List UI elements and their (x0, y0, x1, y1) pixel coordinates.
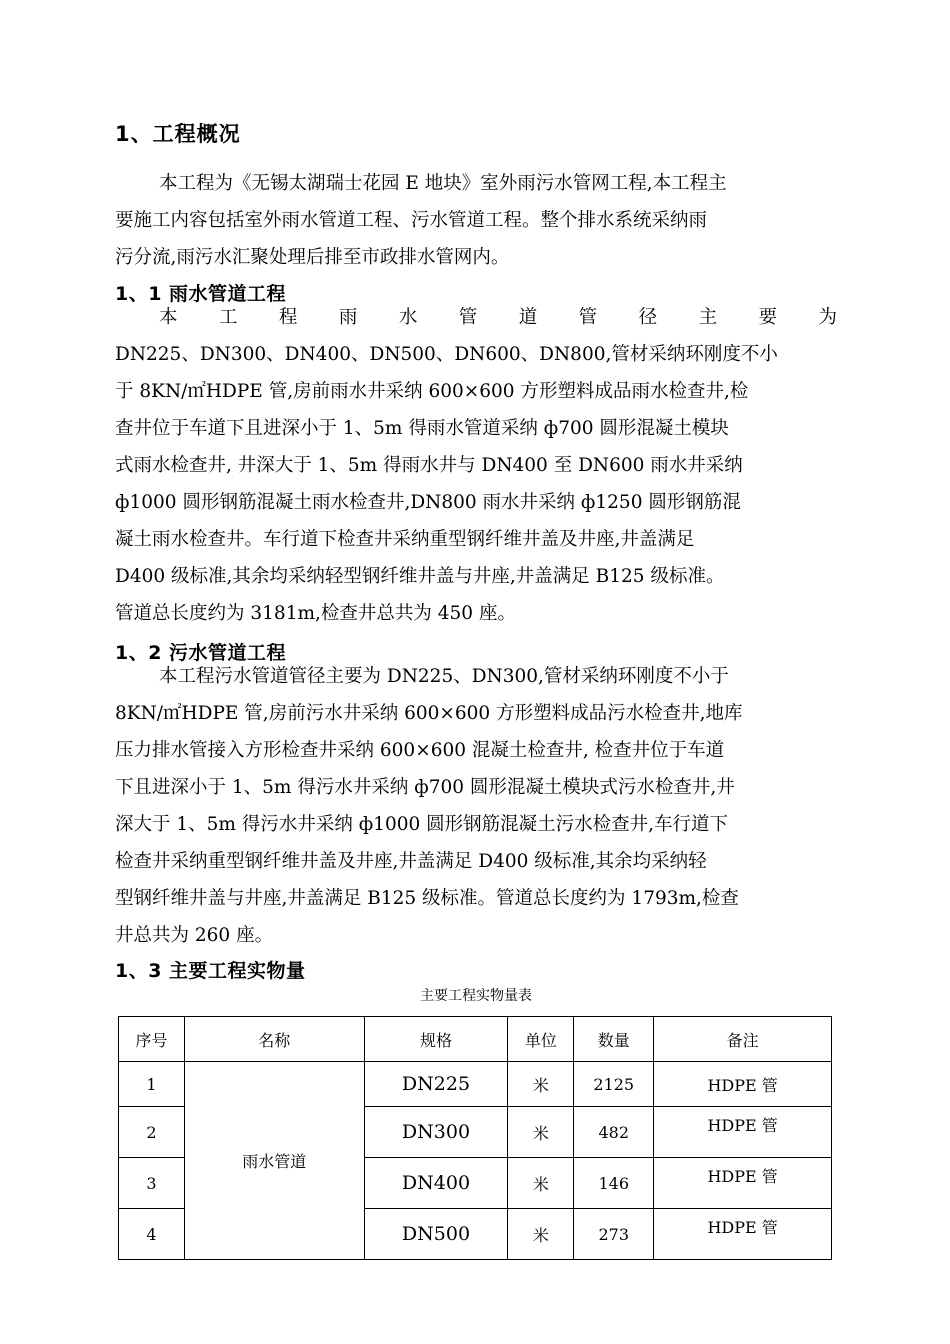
quantity-table (118, 1016, 832, 1260)
cell-no: 4 (119, 1209, 185, 1260)
text-line: 凝土雨水检查井。车行道下检查井采纳重型钢纤维井盖及井座,井盖满足 (115, 529, 695, 550)
text-line: D400 级标准,其余均采纳轻型钢纤维井盖与井座,井盖满足 B125 级标准。 (115, 566, 725, 587)
cell-note: HDPE 管 (654, 1158, 832, 1209)
text-line: 8KN/㎡HDPE 管,房前污水井采纳 600×600 方形塑料成品污水检查井,地库 (115, 703, 743, 724)
text-line: 污分流,雨污水汇聚处理后排至市政排水管网内。 (115, 247, 510, 268)
cell-note: HDPE 管 (654, 1062, 832, 1107)
text-line: 本工程为《无锡太湖瑞士花园 E 地块》室外雨污水管网工程,本工程主 (159, 173, 727, 194)
text-line: 本工程污水管道管径主要为 DN225、DN300,管材采纳环刚度不小于 (159, 666, 729, 687)
cell-spec: DN300 (364, 1107, 508, 1158)
cell-spec: DN225 (364, 1062, 508, 1107)
cell-unit: 米 (508, 1062, 574, 1107)
text-line: 井总共为 260 座。 (115, 925, 274, 946)
table-header-row (119, 1017, 832, 1062)
cell-spec: DN400 (364, 1158, 508, 1209)
text-line: DN225、DN300、DN400、DN500、DN600、DN800,管材采纳环刚度不小 (115, 344, 778, 365)
header-cell-spec: 规格 (364, 1017, 508, 1062)
text-line: 下且进深小于 1、5m 得污水井采纳 ф700 圆形混凝土模块式污水检查井,井 (115, 777, 735, 798)
text-line: 检查井采纳重型钢纤维井盖及井座,井盖满足 D400 级标准,其余均采纳轻 (115, 851, 707, 872)
cell-unit: 米 (508, 1209, 574, 1260)
cell-note: HDPE 管 (654, 1107, 832, 1158)
cell-qty: 146 (574, 1158, 654, 1209)
header-cell-qty: 数量 (574, 1017, 654, 1062)
text-line: 于 8KN/㎡HDPE 管,房前雨水井采纳 600×600 方形塑料成品雨水检查井,检 (115, 381, 749, 402)
section-heading-overview: 1、工程概况 (115, 122, 241, 146)
section-heading-rain: 1、1 雨水管道工程 (115, 283, 287, 305)
cell-group-name: 雨水管道 (184, 1062, 364, 1260)
table-caption: 主要工程实物量表 (420, 988, 532, 1004)
text-line: 压力排水管接入方形检查井采纳 600×600 混凝土检查井, 检查井位于车道 (115, 740, 725, 761)
header-cell-unit: 单位 (508, 1017, 574, 1062)
text-line: 本 工 程 雨 水 管 道 管 径 主 要 为 (159, 307, 837, 328)
cell-qty: 482 (574, 1107, 654, 1158)
intro-paragraph (115, 165, 837, 276)
text-line: 要施工内容包括室外雨水管道工程、污水管道工程。整个排水系统采纳雨 (115, 210, 708, 231)
rain-paragraph (115, 299, 837, 632)
cell-no: 2 (119, 1107, 185, 1158)
text-line: 查井位于车道下且进深小于 1、5m 得雨水管道采纳 ф700 圆形混凝土模块 (115, 418, 729, 439)
cell-qty: 273 (574, 1209, 654, 1260)
sewage-paragraph (115, 658, 837, 954)
table-row (119, 1062, 832, 1107)
section-heading-quantity: 1、3 主要工程实物量 (115, 960, 306, 982)
cell-unit: 米 (508, 1107, 574, 1158)
cell-no: 1 (119, 1062, 185, 1107)
section-heading-sewage: 1、2 污水管道工程 (115, 642, 287, 664)
text-line: 深大于 1、5m 得污水井采纳 ф1000 圆形钢筋混凝土污水检查井,车行道下 (115, 814, 729, 835)
header-cell-no: 序号 (119, 1017, 185, 1062)
text-line: 管道总长度约为 3181m,检查井总共为 450 座。 (115, 603, 516, 624)
cell-spec: DN500 (364, 1209, 508, 1260)
header-cell-note: 备注 (654, 1017, 832, 1062)
cell-no: 3 (119, 1158, 185, 1209)
cell-unit: 米 (508, 1158, 574, 1209)
text-line: 式雨水检查井, 井深大于 1、5m 得雨水井与 DN400 至 DN600 雨水井采纳 (115, 455, 743, 476)
text-line: 型钢纤维井盖与井座,井盖满足 B125 级标准。管道总长度约为 1793m,检查 (115, 888, 739, 909)
header-cell-name: 名称 (184, 1017, 364, 1062)
text-line: ф1000 圆形钢筋混凝土雨水检查井,DN800 雨水井采纳 ф1250 圆形钢筋混 (115, 492, 741, 513)
cell-qty: 2125 (574, 1062, 654, 1107)
cell-note: HDPE 管 (654, 1209, 832, 1260)
